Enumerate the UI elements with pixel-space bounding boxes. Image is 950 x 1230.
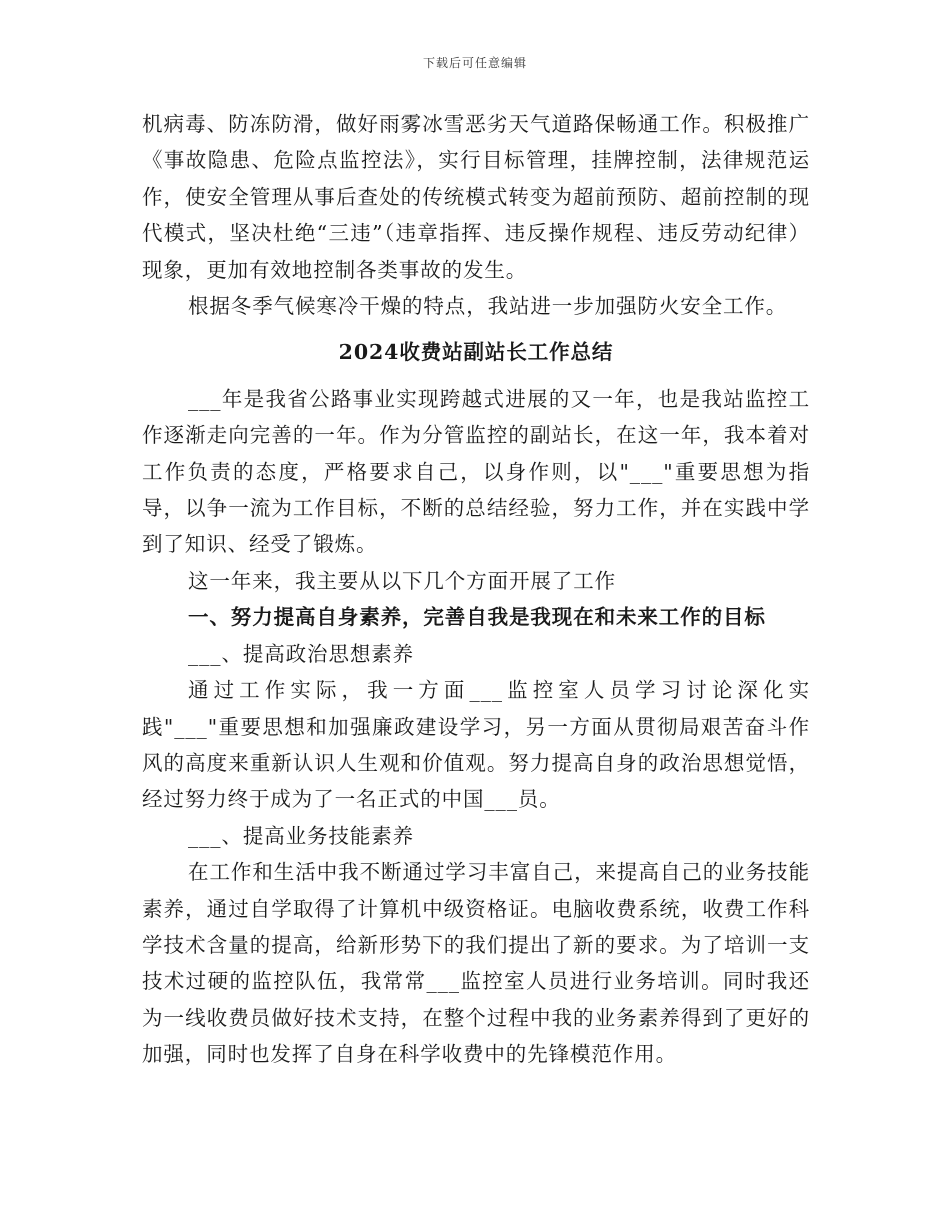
page-header: 下载后可任意编辑 xyxy=(422,56,527,70)
paragraph-fire-safety: 根据冬季气候寒冷干燥的特点，我站进一步加强防火安全工作。 xyxy=(188,294,788,319)
subsection-heading-skills: ___、提高业务技能素养 xyxy=(188,823,415,848)
subsection-heading-political: ___、提高政治思想素养 xyxy=(188,641,415,666)
paragraph-skills: 在工作和生活中我不断通过学习丰富自己，来提高自己的业务技能素养，通过自学取得了计算机中级资格证。电脑收费系统，收费工作科学技术含量的提高，给新形势下的我们提出了新的要求。为了培训一支技术过硬的监控队伍，我常常___监控室人员进行业务培训。同时我还为一线收费员做好技术支持，在整个过程中我的业务素养得到了更好的加强，同时也发挥了自身在科学收费中的先锋模范作用。 xyxy=(142,860,810,1067)
document-body xyxy=(142,106,810,1073)
paragraph-overview: 这一年来，我主要从以下几个方面开展了工作 xyxy=(188,568,616,593)
paragraph-intro: ___年是我省公路事业实现跨越式进展的又一年，也是我站监控工作逐渐走向完善的一年。作为分管监控的副站长，在这一年，我本着对工作负责的态度，严格要求自己，以身作则，以"___"重要思想为指导，以争一流为工作目标，不断的总结经验，努力工作，并在实践中学到了知识、经受了锻炼。 xyxy=(142,386,810,557)
paragraph-political: 通过工作实际，我一方面___监控室人员学习讨论深化实践"___"重要思想和加强廉政建设学习，另一方面从贯彻局艰苦奋斗作风的高度来重新认识人生观和价值观。努力提高自身的政治思想觉悟，经过努力终于成为了一名正式的中国___员。 xyxy=(142,678,810,812)
paragraph-continuation: 机病毒、防冻防滑，做好雨雾冰雪恶劣天气道路保畅通工作。积极推广《事故隐患、危险点监控法》，实行目标管理，挂牌控制，法律规范运作，使安全管理从事后查处的传统模式转变为超前预防、超前控制的现代模式，坚决杜绝“三违”（违章指挥、违反操作规程、违反劳动纪律）现象，更加有效地控制各类事故的发生。 xyxy=(142,112,810,282)
section-heading-1: 一、努力提高自身素养，完善自我是我现在和未来工作的目标 xyxy=(188,605,766,630)
document-title: 2024收费站副站长工作总结 xyxy=(338,340,614,365)
